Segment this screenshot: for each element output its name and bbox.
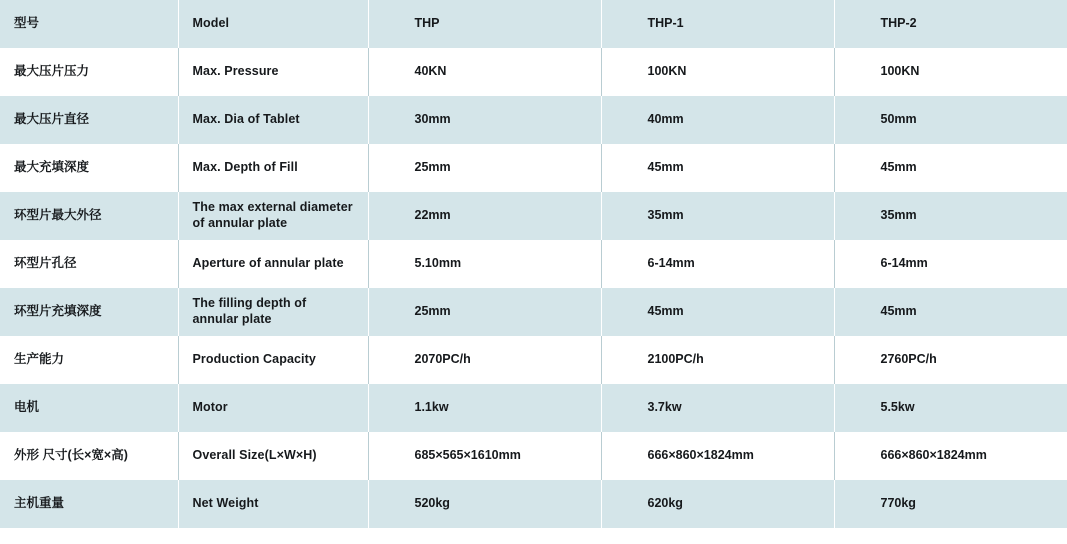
- row-value-thp1: 100KN: [601, 48, 834, 96]
- row-label-en: Motor: [178, 384, 368, 432]
- row-value-thp1: 620kg: [601, 480, 834, 528]
- row-value-thp: 30mm: [368, 96, 601, 144]
- row-value-thp2: 100KN: [834, 48, 1067, 96]
- row-label-en: Production Capacity: [178, 336, 368, 384]
- table-row: [0, 48, 1067, 96]
- row-value-thp1: 3.7kw: [601, 384, 834, 432]
- row-label-en: Overall Size(L×W×H): [178, 432, 368, 480]
- page-bottom-margin: [0, 528, 1067, 544]
- row-value-thp2: 50mm: [834, 96, 1067, 144]
- row-value-thp1: 45mm: [601, 144, 834, 192]
- row-value-thp: 22mm: [368, 192, 601, 240]
- table-row: [0, 384, 1067, 432]
- row-value-thp2: 2760PC/h: [834, 336, 1067, 384]
- row-value-thp: 25mm: [368, 144, 601, 192]
- row-label-en: Max. Depth of Fill: [178, 144, 368, 192]
- table-row: [0, 192, 1067, 240]
- table-row: [0, 432, 1067, 480]
- row-label-cn: 环型片最大外径: [0, 192, 178, 240]
- row-value-thp: 5.10mm: [368, 240, 601, 288]
- table-row: [0, 96, 1067, 144]
- row-value-thp2: 35mm: [834, 192, 1067, 240]
- row-label-en: The max external diameter of annular plate: [178, 192, 368, 240]
- row-value-thp: 25mm: [368, 288, 601, 336]
- row-value-thp2: 6-14mm: [834, 240, 1067, 288]
- row-value-thp: 1.1kw: [368, 384, 601, 432]
- row-label-en: Aperture of annular plate: [178, 240, 368, 288]
- row-label-cn: 最大压片直径: [0, 96, 178, 144]
- row-label-cn: 主机重量: [0, 480, 178, 528]
- table-row: [0, 288, 1067, 336]
- table-row: [0, 480, 1067, 528]
- row-label-cn: 最大充填深度: [0, 144, 178, 192]
- row-value-thp2: 770kg: [834, 480, 1067, 528]
- row-value-thp2: 5.5kw: [834, 384, 1067, 432]
- row-label-cn: 最大压片压力: [0, 48, 178, 96]
- header-cell-en: Model: [178, 0, 368, 48]
- row-label-cn: 电机: [0, 384, 178, 432]
- table-row: [0, 336, 1067, 384]
- row-value-thp2: 45mm: [834, 288, 1067, 336]
- row-label-en: Net Weight: [178, 480, 368, 528]
- row-label-en: The filling depth of annular plate: [178, 288, 368, 336]
- table-header-row: [0, 0, 1067, 48]
- row-label-cn: 外形 尺寸(长×宽×高): [0, 432, 178, 480]
- row-value-thp: 2070PC/h: [368, 336, 601, 384]
- table-row: [0, 240, 1067, 288]
- row-value-thp: 685×565×1610mm: [368, 432, 601, 480]
- row-value-thp2: 45mm: [834, 144, 1067, 192]
- row-label-en: Max. Dia of Tablet: [178, 96, 368, 144]
- row-label-en: Max. Pressure: [178, 48, 368, 96]
- header-cell-model-1: THP: [368, 0, 601, 48]
- row-label-cn: 生产能力: [0, 336, 178, 384]
- header-cell-model-3: THP-2: [834, 0, 1067, 48]
- row-value-thp1: 45mm: [601, 288, 834, 336]
- header-cell-model-2: THP-1: [601, 0, 834, 48]
- row-value-thp1: 666×860×1824mm: [601, 432, 834, 480]
- row-value-thp1: 40mm: [601, 96, 834, 144]
- row-value-thp1: 6-14mm: [601, 240, 834, 288]
- row-value-thp1: 35mm: [601, 192, 834, 240]
- row-label-cn: 环型片孔径: [0, 240, 178, 288]
- row-label-cn: 环型片充填深度: [0, 288, 178, 336]
- table-row: [0, 144, 1067, 192]
- header-cell-cn: 型号: [0, 0, 178, 48]
- row-value-thp2: 666×860×1824mm: [834, 432, 1067, 480]
- row-value-thp: 520kg: [368, 480, 601, 528]
- row-value-thp1: 2100PC/h: [601, 336, 834, 384]
- row-value-thp: 40KN: [368, 48, 601, 96]
